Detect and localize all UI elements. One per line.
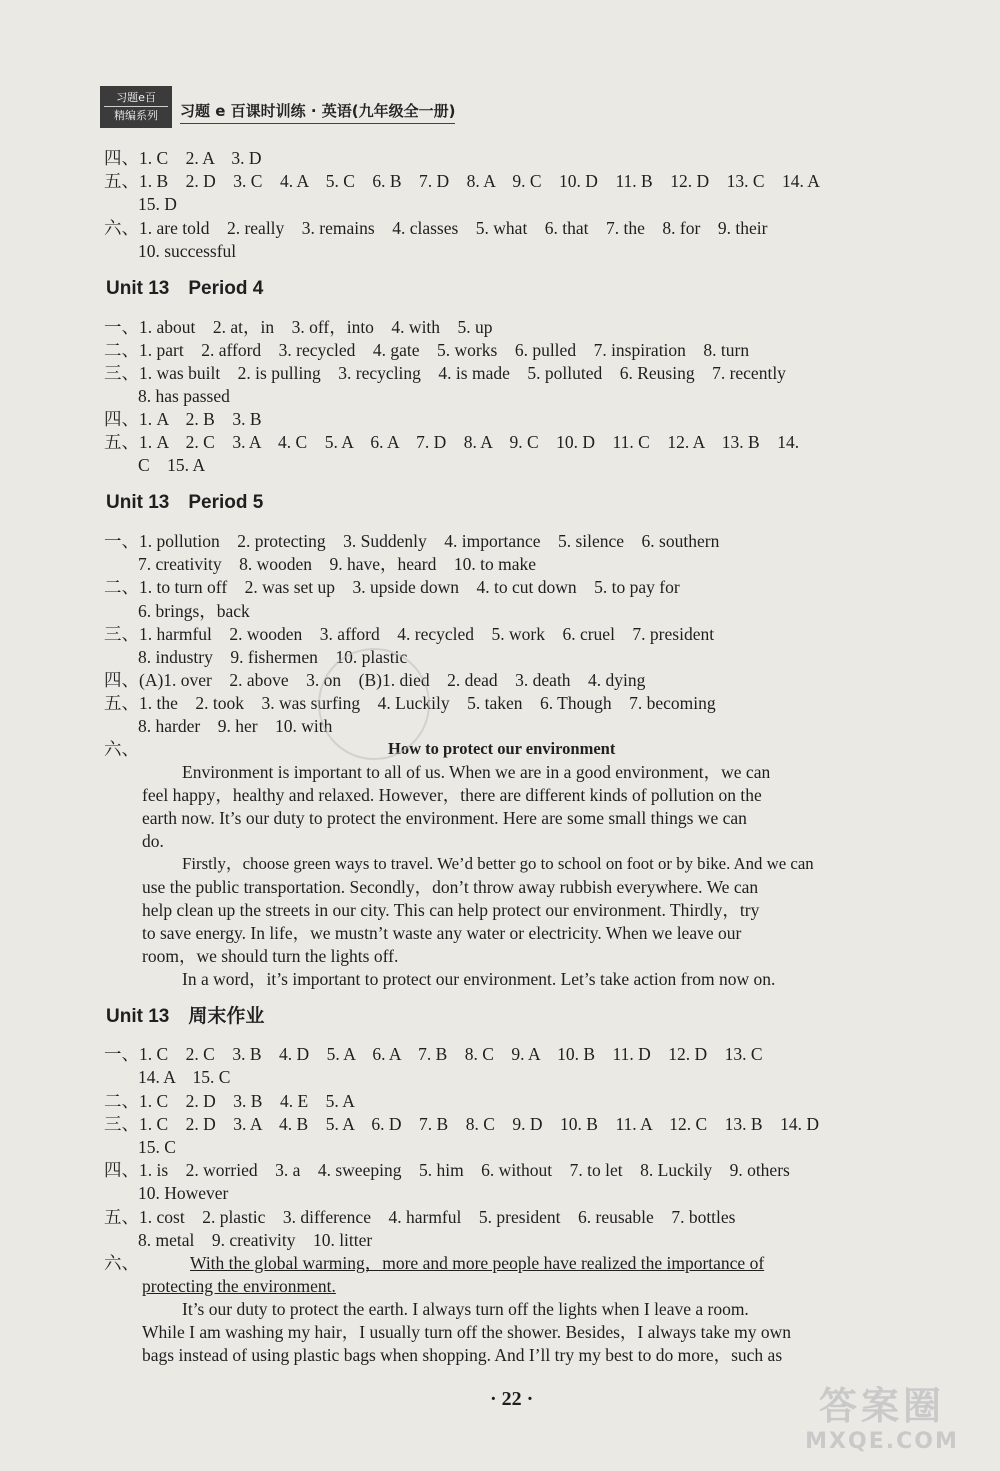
section-title: Unit 13 周末作业 (106, 1006, 265, 1027)
answer-line: 五、1. A 2. C 3. A 4. C 5. A 6. A 7. D 8. A 9. C 10. D 11. C 12. A 13. B 14. (104, 432, 800, 452)
series-title: 习题 e 百课时训练 · 英语(九年级全一册) (180, 100, 455, 124)
answer-line: 三、1. C 2. D 3. A 4. B 5. A 6. D 7. B 8. C 9. D 10. B 11. A 12. C 13. B 14. D (104, 1114, 819, 1134)
logo-line-2: 精编系列 (114, 109, 158, 122)
essay-line: room，we should turn the lights off. (142, 946, 399, 966)
answer-line: 6. brings，back (138, 601, 250, 621)
answer-line: 15. C (138, 1137, 176, 1157)
essay-line: feel happy，healthy and relaxed. However，there are different kinds of pollution on the (142, 785, 762, 805)
page-number: · 22 · (490, 1388, 534, 1410)
answer-line: 三、1. harmful 2. wooden 3. afford 4. recycled 5. work 6. cruel 7. president (104, 624, 715, 644)
answer-line: 五、1. B 2. D 3. C 4. A 5. C 6. B 7. D 8. A 9. C 10. D 11. B 12. D 13. C 14. A (104, 171, 820, 191)
essay-line: Firstly，choose green ways to travel. We’d better go to school on foot or by bike. And we can (182, 854, 814, 873)
essay-line: use the public transportation. Secondly，don’t throw away rubbish everywhere. We can (142, 877, 759, 897)
answer-line: 四、1. is 2. worried 3. a 4. sweeping 5. him 6. without 7. to let 8. Luckily 9. others (104, 1160, 790, 1180)
essay-line: Environment is important to all of us. When we are in a good environment，we can (182, 762, 771, 782)
answer-line: 14. A 15. C (138, 1067, 231, 1087)
essay-line: With the global warming，more and more people have realized the importance of (190, 1253, 765, 1273)
essay-line: protecting the environment. (142, 1276, 336, 1296)
section-title: Unit 13 Period 4 (106, 278, 264, 299)
essay-line: It’s our duty to protect the earth. I always turn off the lights when I leave a room. (182, 1299, 749, 1319)
answer-line: 六、1. are told 2. really 3. remains 4. classes 5. what 6. that 7. the 8. for 9. their (104, 218, 768, 238)
logo-line-1: 习题e百 (116, 91, 156, 104)
answer-line: 三、1. was built 2. is pulling 3. recycling 4. is made 5. polluted 6. Reusing 7. recently (104, 363, 786, 383)
answer-line: 四、1. C 2. A 3. D (104, 148, 262, 168)
answer-line: 四、(A)1. over 2. above 3. on (B)1. died 2. dead 3. death 4. dying (104, 670, 646, 690)
watermark-en: MXQE.COM (805, 1429, 959, 1454)
essay-line: earth now. It’s our duty to protect the environment. Here are some small things we can (142, 808, 747, 828)
answer-line: 15. D (138, 194, 177, 214)
answer-line: 7. creativity 8. wooden 9. have，heard 10. to make (138, 554, 537, 574)
answer-line: 10. successful (138, 241, 237, 261)
answer-line: 一、1. pollution 2. protecting 3. Suddenly 4. importance 5. silence 6. southern (104, 531, 720, 551)
essay-line: In a word，it’s important to protect our environment. Let’s take action from now on. (182, 969, 776, 989)
answer-line: 五、1. the 2. took 3. was surfing 4. Luckily 5. taken 6. Though 7. becoming (104, 693, 716, 713)
section-title: Unit 13 Period 5 (106, 492, 264, 513)
answer-line: 一、1. C 2. C 3. B 4. D 5. A 6. A 7. B 8. C 9. A 10. B 11. D 12. D 13. C (104, 1044, 763, 1064)
essay-line: do. (142, 831, 164, 851)
answer-line: 8. harder 9. her 10. with (138, 716, 333, 736)
watermark-cn: 答案圈 (818, 1384, 945, 1428)
answer-line: 二、1. part 2. afford 3. recycled 4. gate 5. works 6. pulled 7. inspiration 8. turn (104, 340, 750, 360)
answer-line: 五、1. cost 2. plastic 3. difference 4. harmful 5. president 6. reusable 7. bottles (104, 1207, 736, 1227)
answer-line: 一、1. about 2. at，in 3. off，into 4. with 5. up (104, 317, 493, 337)
essay-line: to save energy. In life，we mustn’t waste any water or electricity. When we leave our (142, 923, 742, 943)
answer-line: 8. metal 9. creativity 10. litter (138, 1230, 373, 1250)
essay-line: help clean up the streets in our city. This can help protect our environment. Thirdly，try (142, 900, 760, 920)
essay-line: While I am washing my hair，I usually turn off the shower. Besides，I always take my own (142, 1322, 791, 1342)
series-logo (100, 86, 172, 128)
answer-line: 10. However (138, 1183, 229, 1203)
watermark (782, 1383, 982, 1463)
essay-line: bags instead of using plastic bags when shopping. And I’ll try my best to do more，such as (142, 1345, 783, 1365)
answer-line: 二、1. C 2. D 3. B 4. E 5. A (104, 1091, 355, 1111)
faded-stamp-mark (318, 648, 430, 760)
answer-line: 六、 (104, 739, 139, 759)
answer-line: 六、 (104, 1253, 139, 1273)
answer-line: 8. has passed (138, 386, 230, 406)
answer-line: 四、1. A 2. B 3. B (104, 409, 262, 429)
answer-line: C 15. A (138, 455, 206, 475)
essay-title: How to protect our environment (388, 739, 616, 758)
answer-line: 二、1. to turn off 2. was set up 3. upside down 4. to cut down 5. to pay for (104, 577, 680, 597)
answer-line: 8. industry 9. fishermen 10. plastic (138, 647, 408, 667)
